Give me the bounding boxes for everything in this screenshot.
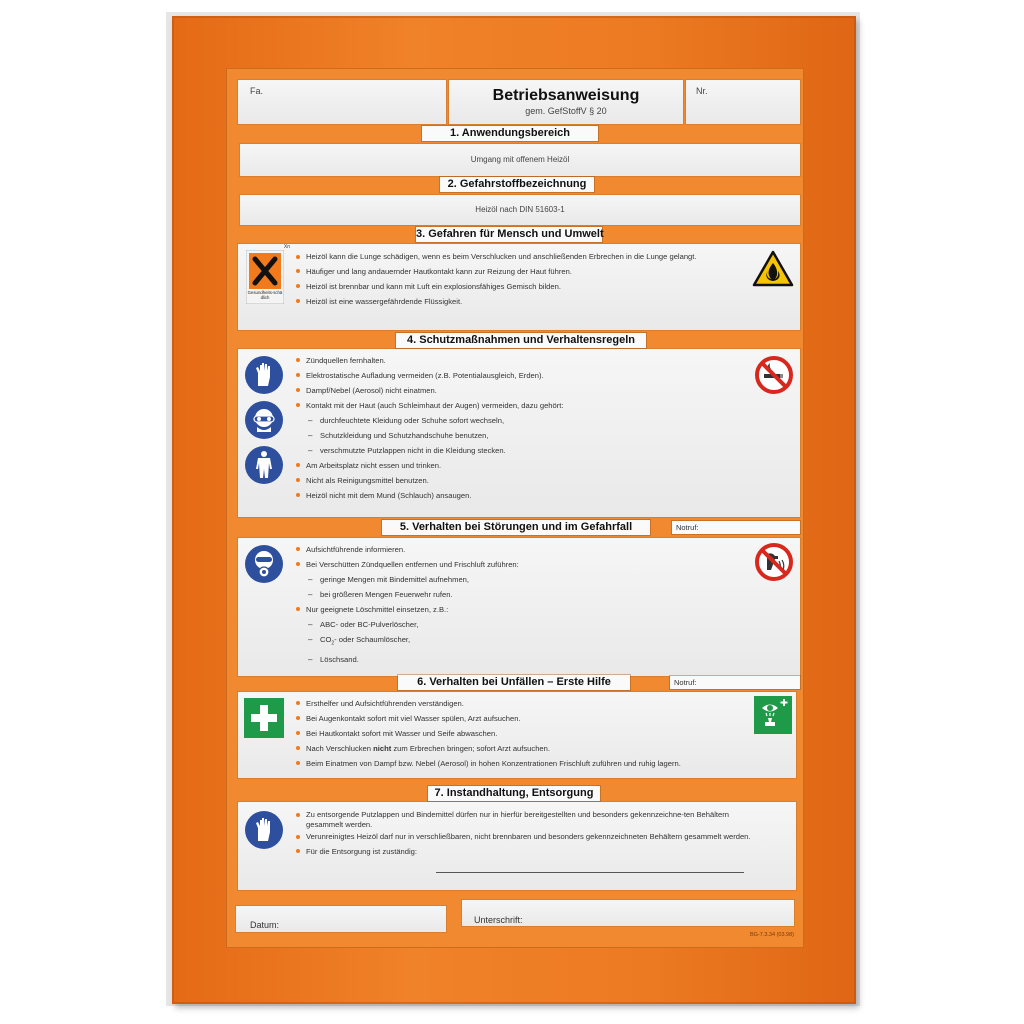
list-subitem: – Schutzkleidung und Schutzhandschuhe benutzen, bbox=[294, 428, 734, 443]
swallow-bold: nicht bbox=[373, 744, 392, 753]
list-item: Bei Hautkontakt sofort mit Wasser und Seife abwaschen. bbox=[294, 726, 744, 741]
protective-clothing-icon bbox=[244, 445, 284, 485]
disposal-responsible-label: Für die Entsorgung ist zuständig: bbox=[306, 847, 418, 856]
list-item: Aufsichtführende informieren. bbox=[294, 542, 734, 557]
list-subitem: – bei größeren Mengen Feuerwehr rufen. bbox=[294, 587, 734, 602]
title-box bbox=[449, 80, 683, 124]
respirator-mandatory-icon bbox=[244, 544, 284, 584]
list-item: Bei Verschütten Zündquellen entfernen und Frischluft zuführen: bbox=[294, 557, 734, 572]
flammable-warning-icon bbox=[752, 250, 794, 288]
section-5-heading: 5. Verhalten bei Störungen und im Gefahrfall bbox=[382, 520, 650, 535]
date-field[interactable] bbox=[236, 906, 446, 932]
list-item: Zu entsorgende Putzlappen und Bindemittel dürfen nur in hierfür bereitgestellten und besonders gekennzeichne-ten Behältern gesammelt werden. bbox=[294, 810, 754, 830]
list-item: Beim Einatmen von Dampf bzw. Nebel (Aerosol) in hohen Konzentrationen Frischluft zuführen und ruhig lagern. bbox=[294, 756, 744, 771]
first-aid-icon bbox=[244, 698, 284, 738]
harmful-x-icon bbox=[246, 244, 290, 304]
list-item: Elektrostatische Aufladung vermeiden (z.B. Potentialausgleich, Erden). bbox=[294, 368, 734, 383]
section-4-list bbox=[294, 353, 734, 503]
section-6-body bbox=[238, 692, 796, 778]
emergency-call-field-5[interactable]: Notruf: bbox=[672, 521, 800, 534]
list-item: Nicht als Reinigungsmittel benutzen. bbox=[294, 473, 734, 488]
nr-label: Nr. bbox=[696, 86, 708, 96]
list-item: Zündquellen fernhalten. bbox=[294, 353, 734, 368]
list-item bbox=[294, 741, 744, 756]
hazard-code: Xn bbox=[283, 244, 290, 250]
fa-label: Fa. bbox=[250, 86, 264, 96]
no-water-extinguishing-icon bbox=[754, 542, 794, 582]
co2-subscript: 2 bbox=[331, 640, 335, 647]
list-item: Heizöl ist brennbar und kann mit Luft ein explosionsfähiges Gemisch bilden. bbox=[294, 279, 744, 294]
emergency-call-field-6[interactable]: Notruf: bbox=[670, 676, 800, 689]
section-7-body bbox=[238, 802, 796, 890]
section-3-body bbox=[238, 244, 800, 330]
section-7-list bbox=[294, 808, 754, 859]
list-item bbox=[294, 844, 754, 859]
form-code: BG-7.3.34 (03.98) bbox=[749, 932, 794, 938]
list-item: Kontakt mit der Haut (auch Schleimhaut der Augen) vermeiden, dazu gehört: bbox=[294, 398, 734, 413]
goggles-mandatory-icon bbox=[244, 400, 284, 440]
list-subitem: – verschmutzte Putzlappen nicht in die Kleidung stecken. bbox=[294, 443, 734, 458]
disposal-responsible-line[interactable] bbox=[436, 872, 744, 873]
swallow-text-end: zum Erbrechen bringen; sofort Arzt aufsuchen. bbox=[391, 744, 550, 753]
section-1-body bbox=[240, 144, 800, 176]
list-item: Dampf/Nebel (Aerosol) nicht einatmen. bbox=[294, 383, 734, 398]
section-5-body bbox=[238, 538, 800, 676]
company-field bbox=[238, 80, 446, 124]
list-item: Am Arbeitsplatz nicht essen und trinken. bbox=[294, 458, 734, 473]
signature-field[interactable] bbox=[462, 900, 794, 926]
no-fire-no-smoking-icon bbox=[754, 355, 794, 395]
list-subitem: – ABC- oder BC-Pulverlöscher, bbox=[294, 617, 734, 632]
section-1-heading: 1. Anwendungsbereich bbox=[422, 126, 598, 141]
section-2-text: Heizöl nach DIN 51603-1 bbox=[475, 205, 565, 214]
list-item: Ersthelfer und Aufsichtführenden verständigen. bbox=[294, 696, 744, 711]
list-item: Häufiger und lang andauernder Hautkontakt kann zur Reizung der Haut führen. bbox=[294, 264, 744, 279]
section-4-heading: 4. Schutzmaßnahmen und Verhaltensregeln bbox=[396, 333, 646, 348]
section-6-heading: 6. Verhalten bei Unfällen – Erste Hilfe bbox=[398, 675, 630, 690]
signature-label: Unterschrift: bbox=[474, 915, 523, 925]
section-4-body bbox=[238, 349, 800, 517]
section-3-heading: 3. Gefahren für Mensch und Umwelt bbox=[416, 228, 604, 240]
list-subitem: – durchfeuchtete Kleidung oder Schuhe sofort wechseln, bbox=[294, 413, 734, 428]
date-label: Datum: bbox=[250, 920, 280, 930]
swallow-text: Nach Verschlucken bbox=[306, 744, 374, 753]
gloves-mandatory-icon bbox=[244, 355, 284, 395]
list-subitem bbox=[294, 632, 734, 652]
list-item: Heizöl nicht mit dem Mund (Schlauch) ansaugen. bbox=[294, 488, 734, 503]
list-item: Bei Augenkontakt sofort mit viel Wasser spülen, Arzt aufsuchen. bbox=[294, 711, 744, 726]
list-item: Verunreinigtes Heizöl darf nur in verschließbaren, nicht brennbaren und besonders gekennzeichneten Behältern gesammelt werden. bbox=[294, 832, 754, 842]
list-subitem: – Löschsand. bbox=[294, 652, 734, 667]
gloves-mandatory-icon bbox=[244, 810, 284, 850]
section-5-list bbox=[294, 542, 734, 667]
section-2-heading: 2. Gefahrstoffbezeichnung bbox=[440, 177, 594, 192]
list-item: Nur geeignete Löschmittel einsetzen, z.B.: bbox=[294, 602, 734, 617]
list-item: Heizöl ist eine wassergefährdende Flüssigkeit. bbox=[294, 294, 744, 309]
list-item: Heizöl kann die Lunge schädigen, wenn es beim Verschlucken und anschließenden Erbrechen in die Lunge gelangt. bbox=[294, 252, 744, 262]
number-field bbox=[686, 80, 800, 124]
instruction-sheet bbox=[226, 68, 804, 948]
co2-suffix: - oder Schaumlöscher, bbox=[334, 635, 411, 644]
section-2-body bbox=[240, 195, 800, 225]
section-1-text: Umgang mit offenem Heizöl bbox=[470, 155, 570, 164]
section-7-heading: 7. Instandhaltung, Entsorgung bbox=[428, 786, 600, 801]
section-6-list bbox=[294, 696, 744, 771]
document-subtitle: gem. GefStoffV § 20 bbox=[525, 106, 607, 116]
co2-text: CO bbox=[320, 635, 332, 644]
hazard-label: Gesundheits-schädlich bbox=[247, 290, 283, 300]
document-title: Betriebsanweisung bbox=[492, 87, 640, 104]
section-3-list bbox=[294, 250, 744, 309]
eye-wash-icon bbox=[754, 696, 792, 734]
list-subitem: – geringe Mengen mit Bindemittel aufnehmen, bbox=[294, 572, 734, 587]
